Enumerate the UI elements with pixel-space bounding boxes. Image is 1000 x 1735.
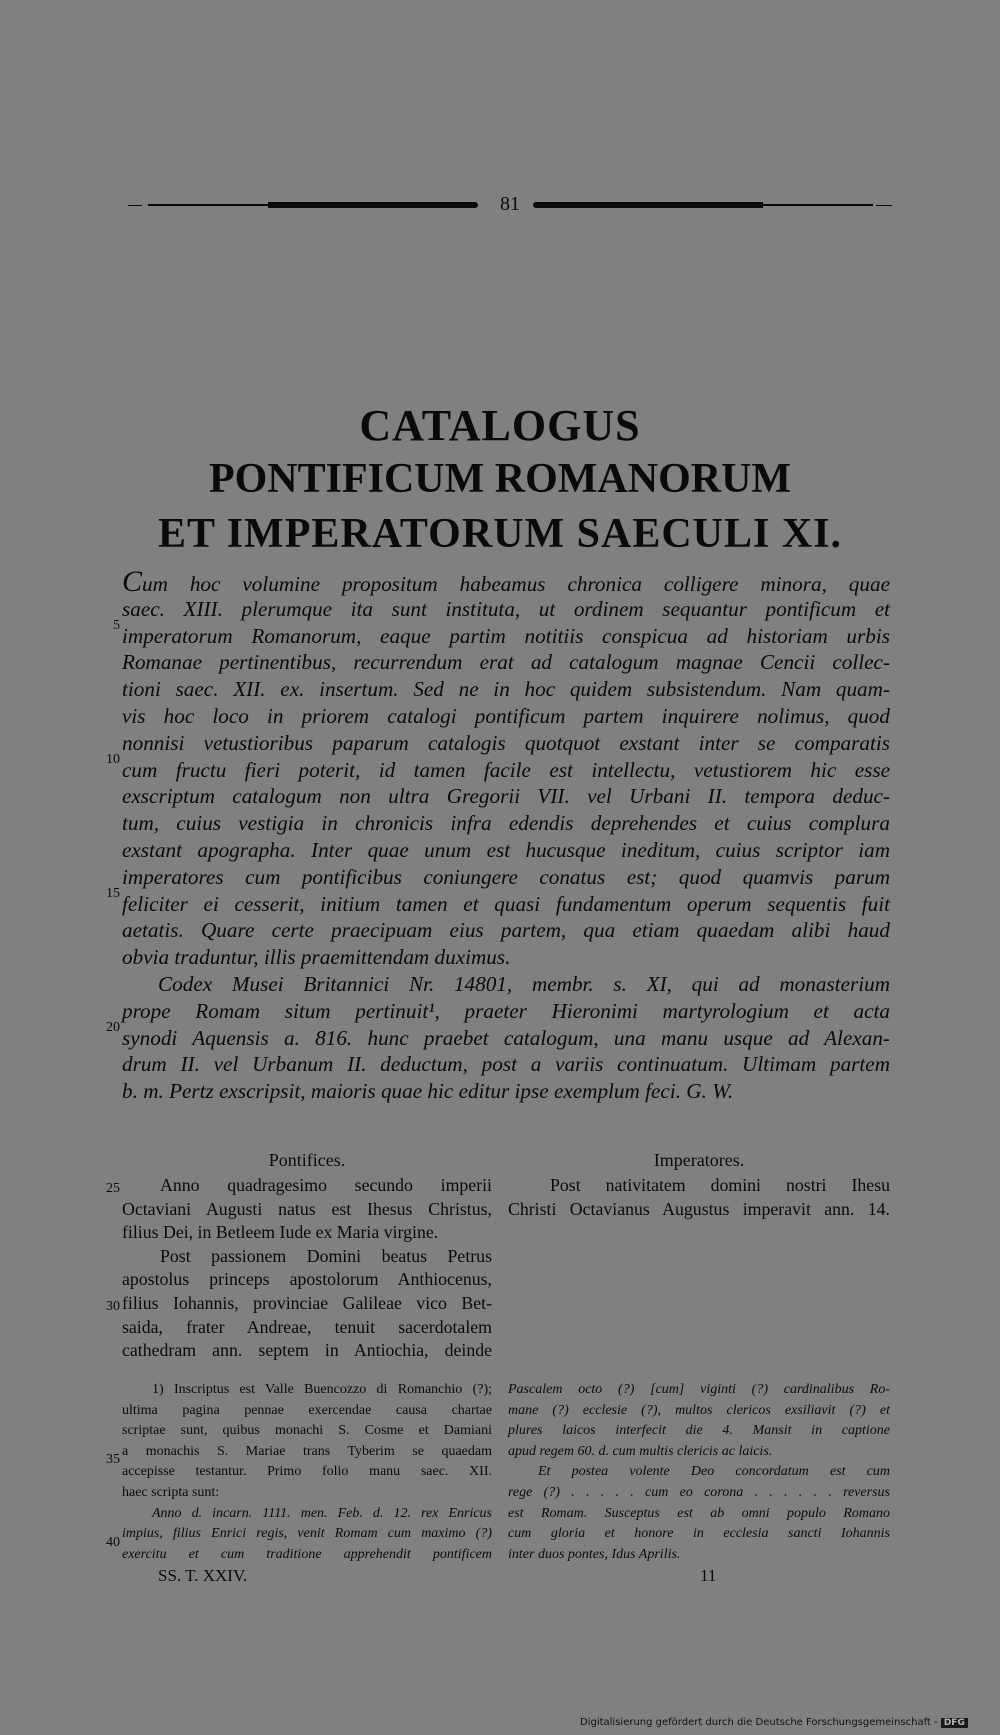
intro-line: obvia traduntur, illis praemittendam duximus. bbox=[122, 945, 511, 970]
line-number: 10 bbox=[106, 752, 120, 767]
title-line-3: ET IMPERATORUM SAECULI XI. bbox=[157, 511, 843, 557]
column-line: filius Dei, in Betleem Iude ex Maria virgine. bbox=[122, 1222, 439, 1243]
footnote-right bbox=[508, 1380, 890, 1565]
title-line-1: CATALOGUS bbox=[359, 401, 641, 450]
footnote-line: Et postea volente Deo concordatum est cum bbox=[538, 1464, 890, 1480]
line-number: 30 bbox=[106, 1299, 120, 1314]
footnote-line: apud regem 60. d. cum multis clericis ac laicis. bbox=[508, 1443, 773, 1459]
intro-line: Romanae pertinentibus, recurrendum erat ad catalogum magnae Cencii collec- bbox=[122, 650, 890, 675]
page-number: 81 bbox=[500, 193, 520, 215]
imperatores-column bbox=[508, 1174, 890, 1221]
footnote-line: cum gloria et honore in ecclesia sancti Iohannis bbox=[508, 1526, 890, 1542]
footer-text: Digitalisierung gefördert durch die Deutsche Forschungsgemeinschaft - bbox=[580, 1717, 938, 1728]
footnote-line: Anno d. incarn. 1111. men. Feb. d. 12. rex Enricus bbox=[152, 1505, 492, 1521]
intro-line: imperatorum Romanorum, eaque partim notitiis conspicua ad historiam urbis bbox=[122, 623, 890, 648]
footnote-line: est Romam. Susceptus est ab omni populo Romano bbox=[508, 1505, 890, 1521]
intro-line: um hoc volumine propositum habeamus chronica colligere minora, quae bbox=[142, 572, 890, 596]
footnote-line: haec scripta sunt: bbox=[122, 1484, 220, 1500]
line-number: 15 bbox=[106, 886, 120, 901]
footnote-line: ultima pagina pennae exercendae causa chartae bbox=[122, 1402, 492, 1418]
intro-line: b. m. Pertz exscripsit, maioris quae hic editur ipse exemplum feci. G. W. bbox=[122, 1079, 734, 1104]
line-number: 20 bbox=[106, 1020, 120, 1035]
title-line-2: PONTIFICUM ROMANORUM bbox=[208, 456, 792, 502]
intro-line: feliciter ei cesserit, initium tamen et quasi fundamentum operum sequentis fuit bbox=[122, 891, 890, 916]
line-number: 5 bbox=[113, 618, 120, 633]
footnote-line: accepisse testantur. Primo folio manu saec. XII. bbox=[122, 1464, 492, 1480]
column-line: Anno quadragesimo secundo imperii bbox=[160, 1175, 492, 1195]
column-heading-imperatores: Imperatores. bbox=[653, 1150, 745, 1170]
footnote-line: inter duos pontes, Idus Aprilis. bbox=[508, 1546, 681, 1562]
column-line: Post nativitatem domini nostri Ihesu bbox=[550, 1175, 890, 1195]
intro-line: prope Romam situm pertinuit¹, praeter Hieronimi martyrologium et acta bbox=[122, 998, 890, 1023]
footnote-line: rege (?) . . . . . cum eo corona . . . . . . reversus bbox=[508, 1484, 890, 1500]
column-line: Christi Octavianus Augustus imperavit ann. 14. bbox=[508, 1198, 890, 1219]
intro-line: cum fructu fieri poterit, id tamen facile est intellectu, vetustiorem hic esse bbox=[122, 757, 890, 782]
column-line: apostolus princeps apostolorum Anthiocenus, bbox=[122, 1269, 492, 1290]
intro-paragraph bbox=[122, 565, 890, 1105]
footnote-line: scriptae sunt, quibus monachi S. Cosme et Damiani bbox=[122, 1423, 492, 1439]
footnote-line: exercitu et cum traditione apprehendit pontificem bbox=[122, 1546, 492, 1562]
intro-line: exstant apographa. Inter quae unum est hucusque ineditum, cuius scriptor iam bbox=[122, 837, 890, 862]
intro-line: imperatores cum pontificibus coniungere conatus est; quod quamvis parum bbox=[122, 864, 890, 889]
intro-line: drum II. vel Urbanum II. deductum, post a variis continuatum. Ultimam partem bbox=[122, 1052, 890, 1077]
dfg-logo: DFG bbox=[941, 1718, 968, 1728]
footnote-line: Pascalem octo (?) [cum] viginti (?) cardinalibus Ro- bbox=[508, 1382, 890, 1397]
signature-mark: SS. T. XXIV. bbox=[158, 1566, 248, 1585]
column-line: Octaviani Augusti natus est Ihesus Christus, bbox=[122, 1198, 492, 1219]
intro-line: saec. XIII. plerumque ita sunt instituta, ut ordinem sequantur pontificum et bbox=[122, 596, 890, 621]
intro-line: exscriptum catalogum non ultra Gregorii VII. vel Urbani II. tempora deduc- bbox=[122, 784, 890, 809]
gathering-number: 11 bbox=[700, 1566, 717, 1585]
footnote-line: 1) Inscriptus est Valle Buencozzo di Romanchio (?); bbox=[152, 1382, 492, 1397]
intro-line: nonnisi vetustioribus paparum catalogis quotquot exstant inter se comparatis bbox=[122, 730, 890, 755]
intro-line: Codex Musei Britannici Nr. 14801, membr. s. XI, qui ad monasterium bbox=[158, 971, 890, 996]
digitization-footer bbox=[580, 1717, 968, 1728]
pontifices-column bbox=[122, 1174, 492, 1363]
line-number: 35 bbox=[106, 1452, 120, 1467]
column-line: filius Iohannis, provinciae Galileae vico Bet- bbox=[122, 1292, 492, 1313]
intro-line: tioni saec. XII. ex. insertum. Sed ne in hoc quidem subsistendum. Nam quam- bbox=[122, 677, 890, 702]
footnote-line: mane (?) ecclesie (?), multos clericos exsiliavit (?) et bbox=[508, 1402, 890, 1418]
intro-line: tum, cuius vestigia in chronicis infra edendis deprehendes et cuius complura bbox=[122, 811, 890, 836]
line-number: 25 bbox=[106, 1181, 120, 1196]
column-line: Post passionem Domini beatus Petrus bbox=[160, 1245, 492, 1266]
line-number: 40 bbox=[106, 1535, 120, 1550]
column-line: saida, frater Andreae, tenuit sacerdotalem bbox=[122, 1316, 492, 1337]
column-heading-pontifices: Pontifices. bbox=[268, 1150, 346, 1170]
intro-line: synodi Aquensis a. 816. hunc praebet catalogum, una manu usque ad Alexan- bbox=[122, 1025, 890, 1050]
column-line: cathedram ann. septem in Antiochia, deinde bbox=[122, 1340, 492, 1361]
footnote-line: plures laicos interfecit die 4. Mansit in captione bbox=[508, 1423, 890, 1439]
drop-cap: C bbox=[122, 565, 143, 598]
intro-line: vis hoc loco in priorem catalogi pontificum partem inquirere nolimus, quod bbox=[122, 703, 890, 728]
footnote-line: a monachis S. Mariae trans Tyberim se quaedam bbox=[122, 1443, 492, 1459]
footnote-line: impius, filius Enrici regis, venit Romam cum maximo (?) bbox=[122, 1526, 492, 1542]
intro-line: aetatis. Quare certe praecipuam eius partem, qua etiam quaedam alibi haud bbox=[122, 918, 890, 943]
footnote-left bbox=[122, 1380, 492, 1565]
